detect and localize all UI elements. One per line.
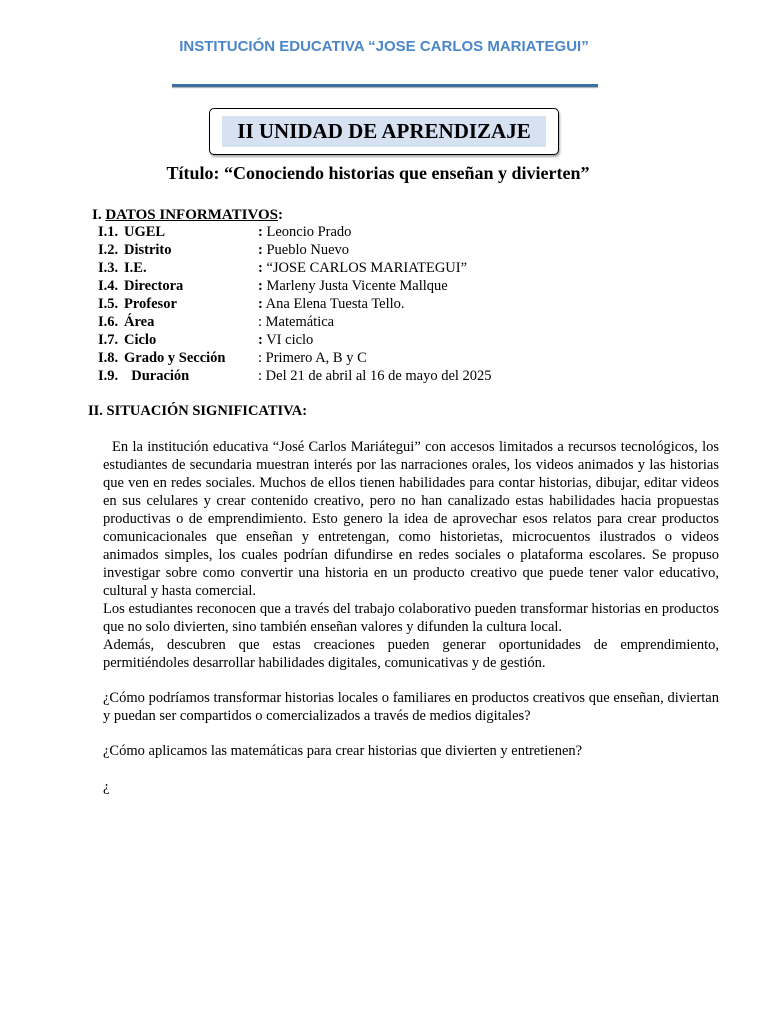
info-row-grado	[98, 350, 658, 368]
section1-prefix: I.	[92, 207, 106, 223]
info-row-colon: :	[258, 278, 263, 294]
document-title: Título: “Conociendo historias que enseñan y divierten”	[166, 163, 590, 183]
info-row-number: I.1.	[98, 224, 119, 240]
info-row-label: UGEL	[124, 224, 166, 240]
info-row-value	[258, 350, 367, 367]
info-row-colon: :	[258, 296, 263, 312]
situation-paragraph-3: Además, descubren que estas creaciones pueden generar oportunidades de emprendimiento, permitiéndoles desarrollar habilidades digitales, comunicativas y de gestión.	[103, 637, 719, 671]
info-row-label: I.E.	[124, 260, 147, 276]
unit-title-box	[209, 108, 559, 155]
info-row-duracion	[98, 368, 658, 386]
info-row-value-text: Marleny Justa Vicente Mallque	[262, 278, 448, 294]
info-row-value-text: Matemática	[262, 314, 335, 330]
info-row-directora	[98, 278, 658, 296]
info-row-value	[258, 368, 492, 385]
info-row-value-text: Ana Elena Tuesta Tello.	[262, 296, 405, 312]
info-row-colon: :	[258, 350, 263, 366]
info-row-label: Duración	[124, 368, 190, 384]
guiding-question-2: ¿Cómo aplicamos las matemáticas para crear historias que divierten y entretienen?	[103, 743, 583, 759]
info-row-value-text: Primero A, B y C	[262, 350, 367, 366]
header-divider	[172, 84, 598, 87]
info-row-number: I.5.	[98, 296, 119, 312]
info-row-label: Profesor	[124, 296, 177, 312]
info-row-value	[258, 296, 405, 313]
info-row-colon: :	[258, 242, 263, 258]
info-row-colon: :	[258, 224, 263, 240]
info-row-number: I.2.	[98, 242, 119, 258]
info-row-number: I.4.	[98, 278, 119, 294]
info-row-colon: :	[258, 260, 263, 276]
guiding-question-3: ¿	[103, 779, 110, 795]
info-row-number: I.7.	[98, 332, 119, 348]
info-row-number: I.9.	[98, 368, 119, 384]
info-row-value	[258, 278, 448, 295]
info-row-label: Área	[124, 314, 155, 330]
unit-title: II UNIDAD DE APRENDIZAJE	[222, 116, 546, 147]
info-row-ciclo	[98, 332, 658, 350]
info-row-colon: :	[258, 332, 263, 348]
info-row-value-text: Del 21 de abril al 16 de mayo del 2025	[262, 368, 492, 384]
section1-heading	[92, 207, 283, 224]
info-row-label: Grado y Sección	[124, 350, 226, 366]
info-row-value-text: Pueblo Nuevo	[262, 242, 350, 258]
info-row-value-text: Leoncio Prado	[262, 224, 352, 240]
info-row-distrito	[98, 242, 658, 260]
info-row-label: Ciclo	[124, 332, 157, 348]
info-row-number: I.6.	[98, 314, 119, 330]
info-row-number: I.3.	[98, 260, 119, 276]
guiding-question-1: ¿Cómo podríamos transformar historias locales o familiares en productos creativos que enseñan, diviertan y puedan ser compartidos o comercializados a través de medios digitales?	[103, 690, 719, 724]
info-row-value-text: “JOSE CARLOS MARIATEGUI”	[262, 260, 468, 276]
institution-header: INSTITUCIÓN EDUCATIVA “JOSE CARLOS MARIATEGUI”	[179, 38, 589, 55]
section1-heading-text: DATOS INFORMATIVOS	[105, 207, 278, 223]
info-row-label: Directora	[124, 278, 184, 294]
info-row-value	[258, 332, 313, 349]
info-row-ie	[98, 260, 658, 278]
info-row-value	[258, 224, 351, 241]
info-row-ugel	[98, 224, 658, 242]
info-row-area	[98, 314, 658, 332]
info-row-value	[258, 260, 467, 277]
info-row-number: I.8.	[98, 350, 119, 366]
info-row-colon: :	[258, 314, 263, 330]
info-row-value	[258, 242, 349, 259]
situation-paragraph-2: Los estudiantes reconocen que a través del trabajo colaborativo pueden transformar historias en productos que no solo divierten, sino también enseñan valores y difunden la cultura local.	[103, 601, 719, 635]
info-row-value	[258, 314, 334, 331]
section1-heading-suffix: :	[277, 207, 283, 223]
section2-heading: II. SITUACIÓN SIGNIFICATIVA:	[88, 403, 308, 419]
situation-paragraph-1: En la institución educativa “José Carlos Mariátegui” con accesos limitados a recursos tecnológicos, los estudiantes de secundaria muestran interés por las narraciones orales, los videos animados y las historias que ven en redes sociales. Muchos de ellos tienen habilidades para contar historias, dibujar, editar videos en sus celulares y crear contenido creativo, pero no han canalizado estas habilidades hacia propuestas productivas o de emprendimiento. Esto genero la idea de aprovechar esos relatos para crear productos comunicacionales que enseñan y entretengan, como historietas, microcuentos ilustrados o videos animados simples, los cuales podrían difundirse en redes sociales o plataforma escolares. Se propuso investigar sobre como convertir una historia en un producto creativo que puede tener valor educativo, cultural y hasta comercial.	[103, 439, 719, 599]
info-row-value-text: VI ciclo	[262, 332, 314, 348]
info-row-colon: :	[258, 368, 263, 384]
info-row-profesor	[98, 296, 658, 314]
info-row-label: Distrito	[124, 242, 172, 258]
